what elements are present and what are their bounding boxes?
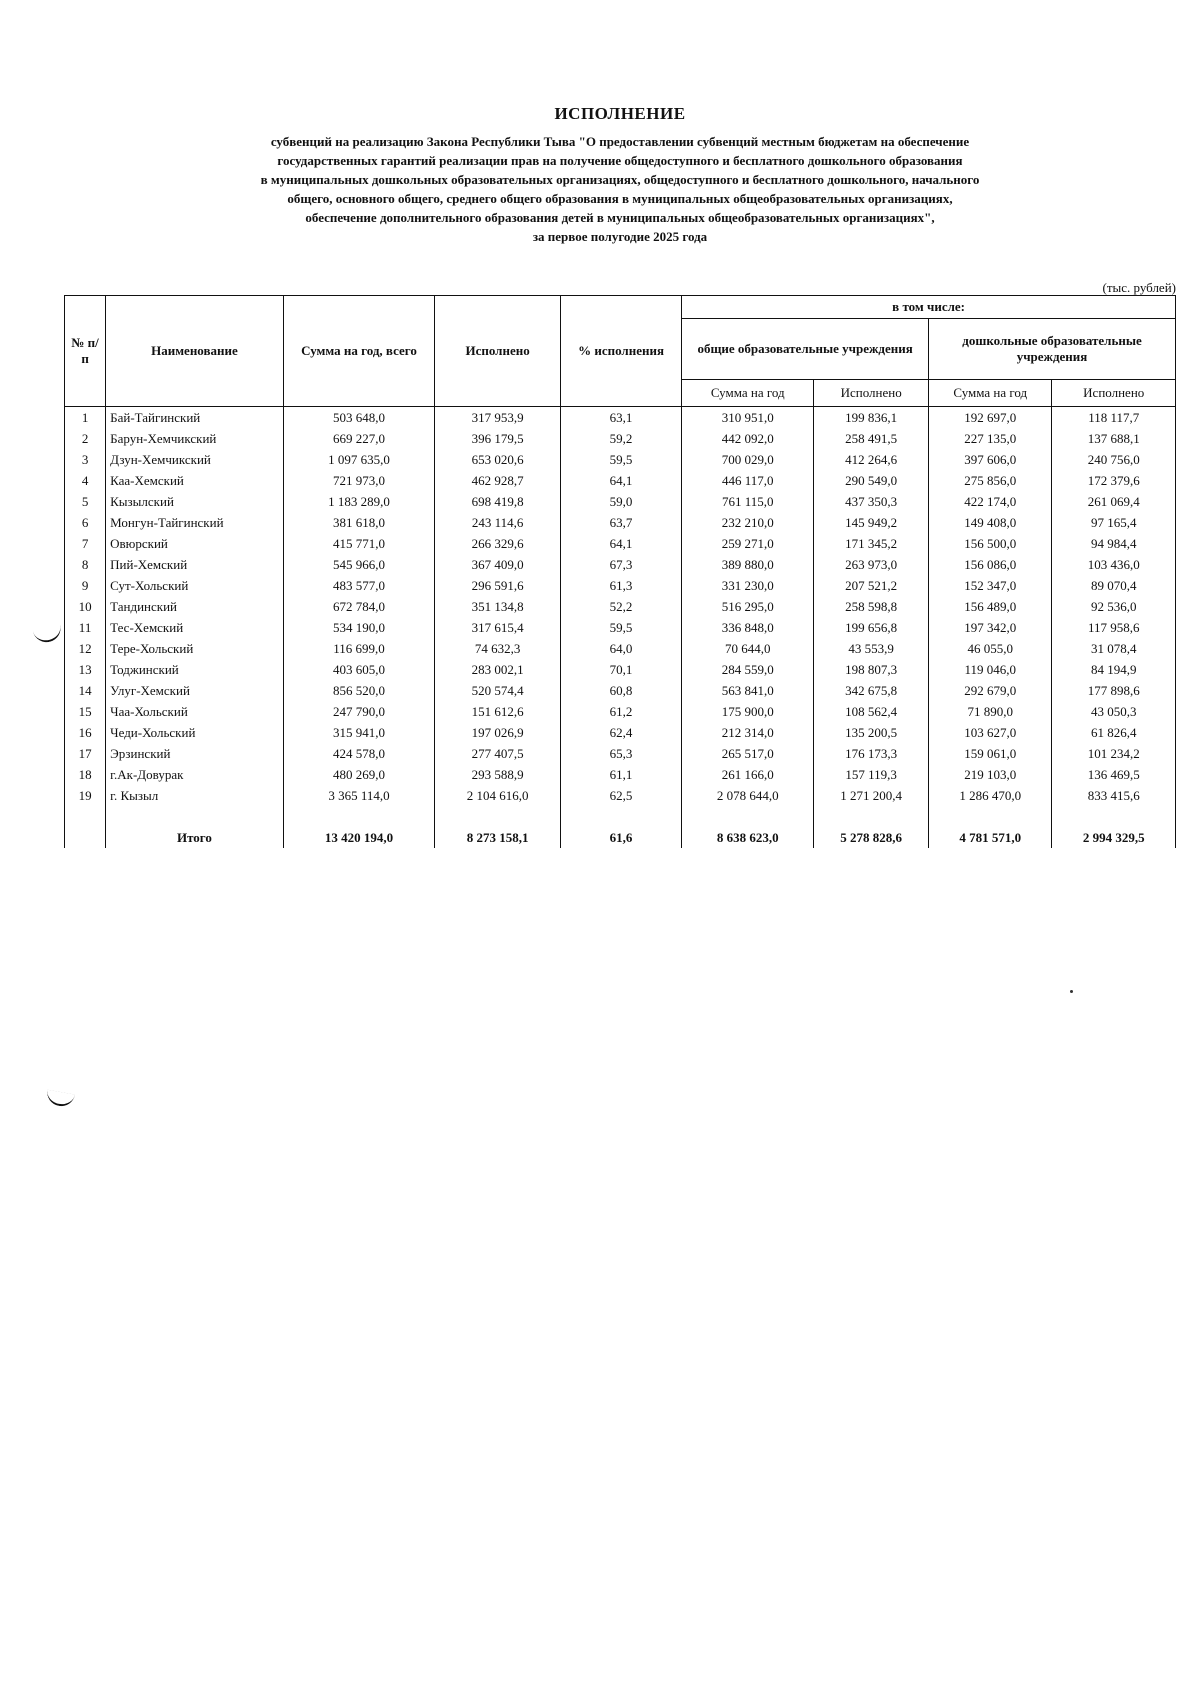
row-percent: 61,1	[560, 764, 681, 785]
row-general-executed: 342 675,8	[814, 680, 929, 701]
table-row	[65, 701, 1176, 722]
row-number: 6	[65, 512, 106, 533]
row-executed: 396 179,5	[435, 428, 561, 449]
row-general-executed: 1 271 200,4	[814, 785, 929, 806]
row-preschool-year: 156 086,0	[929, 554, 1052, 575]
row-number: 8	[65, 554, 106, 575]
header-general-executed: Исполнено	[814, 380, 929, 407]
table-row	[65, 722, 1176, 743]
row-general-executed: 412 264,6	[814, 449, 929, 470]
subtitle-line: за первое полугодие 2025 года	[532, 229, 708, 244]
spacer-cell	[814, 806, 929, 827]
table-row	[65, 785, 1176, 806]
table-row	[65, 680, 1176, 701]
row-name: Бай-Тайгинский	[106, 407, 284, 429]
document-title: ИСПОЛНЕНИЕ	[554, 104, 686, 123]
row-number: 7	[65, 533, 106, 554]
row-total-year: 3 365 114,0	[283, 785, 435, 806]
row-preschool-year: 227 135,0	[929, 428, 1052, 449]
row-name: Дзун-Хемчикский	[106, 449, 284, 470]
row-general-year: 516 295,0	[682, 596, 814, 617]
row-total-year: 483 577,0	[283, 575, 435, 596]
row-percent: 61,2	[560, 701, 681, 722]
row-preschool-executed: 172 379,6	[1052, 470, 1176, 491]
total-preschool-year: 4 781 571,0	[929, 827, 1052, 848]
row-preschool-year: 103 627,0	[929, 722, 1052, 743]
spacer-cell	[560, 806, 681, 827]
row-preschool-year: 422 174,0	[929, 491, 1052, 512]
row-name: Улуг-Хемский	[106, 680, 284, 701]
row-number: 19	[65, 785, 106, 806]
row-name: г.Ак-Довурак	[106, 764, 284, 785]
row-percent: 65,3	[560, 743, 681, 764]
spacer-cell	[682, 806, 814, 827]
row-executed: 283 002,1	[435, 659, 561, 680]
row-percent: 67,3	[560, 554, 681, 575]
row-preschool-year: 156 500,0	[929, 533, 1052, 554]
row-name: Барун-Хемчикский	[106, 428, 284, 449]
table-row	[65, 743, 1176, 764]
row-executed: 2 104 616,0	[435, 785, 561, 806]
row-executed: 317 953,9	[435, 407, 561, 429]
header-executed: Исполнено	[435, 296, 561, 407]
row-preschool-executed: 101 234,2	[1052, 743, 1176, 764]
row-preschool-year: 197 342,0	[929, 617, 1052, 638]
total-general-year: 8 638 623,0	[682, 827, 814, 848]
table-row	[65, 596, 1176, 617]
row-general-year: 563 841,0	[682, 680, 814, 701]
row-executed: 296 591,6	[435, 575, 561, 596]
spacer-cell	[929, 806, 1052, 827]
row-percent: 61,3	[560, 575, 681, 596]
row-general-executed: 437 350,3	[814, 491, 929, 512]
row-percent: 64,1	[560, 470, 681, 491]
row-name: Овюрский	[106, 533, 284, 554]
header-name: Наименование	[106, 296, 284, 407]
header-preschool-executed: Исполнено	[1052, 380, 1176, 407]
table-row	[65, 617, 1176, 638]
row-name: Тоджинский	[106, 659, 284, 680]
row-general-executed: 207 521,2	[814, 575, 929, 596]
row-number: 3	[65, 449, 106, 470]
table-row	[65, 449, 1176, 470]
row-general-year: 331 230,0	[682, 575, 814, 596]
subtitle-line: общего, основного общего, среднего общего образования в муниципальных общеобразовательных организациях,	[287, 191, 953, 206]
row-name: Тес-Хемский	[106, 617, 284, 638]
row-preschool-year: 119 046,0	[929, 659, 1052, 680]
row-preschool-year: 159 061,0	[929, 743, 1052, 764]
row-preschool-executed: 31 078,4	[1052, 638, 1176, 659]
row-percent: 63,1	[560, 407, 681, 429]
row-general-executed: 263 973,0	[814, 554, 929, 575]
row-general-year: 761 115,0	[682, 491, 814, 512]
spacer-cell	[106, 806, 284, 827]
row-total-year: 545 966,0	[283, 554, 435, 575]
row-percent: 62,5	[560, 785, 681, 806]
row-percent: 64,0	[560, 638, 681, 659]
row-general-executed: 258 491,5	[814, 428, 929, 449]
row-name: Тандинский	[106, 596, 284, 617]
row-name: Монгун-Тайгинский	[106, 512, 284, 533]
row-preschool-executed: 103 436,0	[1052, 554, 1176, 575]
row-preschool-executed: 84 194,9	[1052, 659, 1176, 680]
spacer-cell	[283, 806, 435, 827]
row-executed: 266 329,6	[435, 533, 561, 554]
row-name: г. Кызыл	[106, 785, 284, 806]
table-row	[65, 428, 1176, 449]
row-total-year: 415 771,0	[283, 533, 435, 554]
row-percent: 64,1	[560, 533, 681, 554]
row-total-year: 424 578,0	[283, 743, 435, 764]
row-number: 12	[65, 638, 106, 659]
row-number: 9	[65, 575, 106, 596]
row-preschool-year: 192 697,0	[929, 407, 1052, 429]
row-number: 14	[65, 680, 106, 701]
execution-table	[64, 295, 1176, 848]
row-general-year: 232 210,0	[682, 512, 814, 533]
table-row	[65, 533, 1176, 554]
row-general-executed: 198 807,3	[814, 659, 929, 680]
document-subtitle	[120, 132, 1120, 246]
row-total-year: 381 618,0	[283, 512, 435, 533]
row-executed: 698 419,8	[435, 491, 561, 512]
row-preschool-year: 397 606,0	[929, 449, 1052, 470]
row-preschool-executed: 137 688,1	[1052, 428, 1176, 449]
row-number: 4	[65, 470, 106, 491]
row-total-year: 1 183 289,0	[283, 491, 435, 512]
row-executed: 367 409,0	[435, 554, 561, 575]
row-preschool-year: 292 679,0	[929, 680, 1052, 701]
row-general-year: 212 314,0	[682, 722, 814, 743]
row-preschool-executed: 94 984,4	[1052, 533, 1176, 554]
row-executed: 462 928,7	[435, 470, 561, 491]
row-name: Кызылский	[106, 491, 284, 512]
subtitle-line: субвенций на реализацию Закона Республики Тыва "О предоставлении субвенций местным бюджетам на обеспечение	[270, 134, 970, 149]
row-general-executed: 199 656,8	[814, 617, 929, 638]
row-total-year: 672 784,0	[283, 596, 435, 617]
row-general-year: 442 092,0	[682, 428, 814, 449]
row-number: 10	[65, 596, 106, 617]
row-general-year: 336 848,0	[682, 617, 814, 638]
row-preschool-year: 275 856,0	[929, 470, 1052, 491]
pen-mark	[45, 1090, 75, 1109]
row-executed: 197 026,9	[435, 722, 561, 743]
spacer-cell	[65, 806, 106, 827]
row-percent: 59,2	[560, 428, 681, 449]
row-preschool-executed: 177 898,6	[1052, 680, 1176, 701]
subtitle-line: в муниципальных дошкольных образовательных организациях, общедоступного и бесплатного дошкольного, начального	[260, 172, 980, 187]
row-general-executed: 290 549,0	[814, 470, 929, 491]
row-executed: 653 020,6	[435, 449, 561, 470]
table-row	[65, 659, 1176, 680]
row-number: 1	[65, 407, 106, 429]
row-number: 5	[65, 491, 106, 512]
row-general-executed: 108 562,4	[814, 701, 929, 722]
table-row	[65, 407, 1176, 429]
row-total-year: 856 520,0	[283, 680, 435, 701]
row-general-executed: 157 119,3	[814, 764, 929, 785]
row-general-executed: 135 200,5	[814, 722, 929, 743]
header-general-institutions: общие образовательные учреждения	[682, 319, 929, 380]
row-preschool-executed: 97 165,4	[1052, 512, 1176, 533]
row-number: 15	[65, 701, 106, 722]
total-num-cell	[65, 827, 106, 848]
row-total-year: 534 190,0	[283, 617, 435, 638]
header-including: в том числе:	[682, 296, 1176, 319]
row-percent: 59,0	[560, 491, 681, 512]
table-row	[65, 512, 1176, 533]
header-general-year: Сумма на год	[682, 380, 814, 407]
row-total-year: 315 941,0	[283, 722, 435, 743]
row-name: Каа-Хемский	[106, 470, 284, 491]
row-preschool-executed: 833 415,6	[1052, 785, 1176, 806]
row-name: Пий-Хемский	[106, 554, 284, 575]
subtitle-line: обеспечение дополнительного образования детей в муниципальных общеобразовательных организациях",	[305, 210, 935, 225]
row-total-year: 669 227,0	[283, 428, 435, 449]
row-general-executed: 145 949,2	[814, 512, 929, 533]
row-preschool-executed: 92 536,0	[1052, 596, 1176, 617]
total-total-year: 13 420 194,0	[283, 827, 435, 848]
spacer-row	[65, 806, 1176, 827]
row-general-year: 310 951,0	[682, 407, 814, 429]
row-general-year: 389 880,0	[682, 554, 814, 575]
row-general-year: 70 644,0	[682, 638, 814, 659]
header-percent: % исполнения	[560, 296, 681, 407]
spacer-cell	[435, 806, 561, 827]
row-general-year: 284 559,0	[682, 659, 814, 680]
row-general-year: 446 117,0	[682, 470, 814, 491]
row-executed: 317 615,4	[435, 617, 561, 638]
row-executed: 351 134,8	[435, 596, 561, 617]
scan-speck	[1070, 990, 1073, 993]
row-preschool-year: 71 890,0	[929, 701, 1052, 722]
row-general-year: 175 900,0	[682, 701, 814, 722]
row-general-year: 2 078 644,0	[682, 785, 814, 806]
row-general-executed: 43 553,9	[814, 638, 929, 659]
row-total-year: 1 097 635,0	[283, 449, 435, 470]
row-name: Сут-Хольский	[106, 575, 284, 596]
table-row	[65, 764, 1176, 785]
row-percent: 52,2	[560, 596, 681, 617]
row-total-year: 403 605,0	[283, 659, 435, 680]
row-total-year: 480 269,0	[283, 764, 435, 785]
row-total-year: 503 648,0	[283, 407, 435, 429]
row-executed: 520 574,4	[435, 680, 561, 701]
row-executed: 243 114,6	[435, 512, 561, 533]
header-num: № п/п	[65, 296, 106, 407]
table-row	[65, 638, 1176, 659]
row-number: 17	[65, 743, 106, 764]
row-preschool-executed: 240 756,0	[1052, 449, 1176, 470]
total-percent: 61,6	[560, 827, 681, 848]
row-percent: 62,4	[560, 722, 681, 743]
row-preschool-executed: 261 069,4	[1052, 491, 1176, 512]
row-preschool-executed: 118 117,7	[1052, 407, 1176, 429]
row-number: 16	[65, 722, 106, 743]
row-percent: 59,5	[560, 617, 681, 638]
row-preschool-executed: 61 826,4	[1052, 722, 1176, 743]
row-number: 13	[65, 659, 106, 680]
row-general-year: 265 517,0	[682, 743, 814, 764]
table-row	[65, 491, 1176, 512]
row-preschool-year: 219 103,0	[929, 764, 1052, 785]
table-row	[65, 470, 1176, 491]
subtitle-line: государственных гарантий реализации прав на получение общедоступного и бесплатного дошкольного образования	[277, 153, 963, 168]
total-preschool-executed: 2 994 329,5	[1052, 827, 1176, 848]
total-executed: 8 273 158,1	[435, 827, 561, 848]
row-percent: 60,8	[560, 680, 681, 701]
row-general-executed: 258 598,8	[814, 596, 929, 617]
row-name: Чаа-Хольский	[106, 701, 284, 722]
row-general-year: 259 271,0	[682, 533, 814, 554]
row-preschool-executed: 89 070,4	[1052, 575, 1176, 596]
row-general-executed: 171 345,2	[814, 533, 929, 554]
row-name: Тере-Хольский	[106, 638, 284, 659]
header-preschool-year: Сумма на год	[929, 380, 1052, 407]
row-preschool-year: 1 286 470,0	[929, 785, 1052, 806]
row-percent: 70,1	[560, 659, 681, 680]
row-general-year: 261 166,0	[682, 764, 814, 785]
header-preschool-institutions: дошкольные образовательные учреждения	[929, 319, 1176, 380]
table-body	[65, 407, 1176, 849]
row-preschool-year: 152 347,0	[929, 575, 1052, 596]
row-preschool-year: 156 489,0	[929, 596, 1052, 617]
row-preschool-executed: 136 469,5	[1052, 764, 1176, 785]
table-row	[65, 554, 1176, 575]
row-percent: 59,5	[560, 449, 681, 470]
row-general-executed: 199 836,1	[814, 407, 929, 429]
row-total-year: 721 973,0	[283, 470, 435, 491]
row-percent: 63,7	[560, 512, 681, 533]
row-preschool-year: 46 055,0	[929, 638, 1052, 659]
row-general-executed: 176 173,3	[814, 743, 929, 764]
row-number: 11	[65, 617, 106, 638]
total-general-executed: 5 278 828,6	[814, 827, 929, 848]
row-total-year: 247 790,0	[283, 701, 435, 722]
row-name: Эрзинский	[106, 743, 284, 764]
row-preschool-year: 149 408,0	[929, 512, 1052, 533]
total-row	[65, 827, 1176, 848]
row-executed: 277 407,5	[435, 743, 561, 764]
spacer-cell	[1052, 806, 1176, 827]
row-name: Чеди-Хольский	[106, 722, 284, 743]
row-general-year: 700 029,0	[682, 449, 814, 470]
row-number: 18	[65, 764, 106, 785]
row-executed: 293 588,9	[435, 764, 561, 785]
header-total-year: Сумма на год, всего	[283, 296, 435, 407]
units-label: (тыс. рублей)	[1102, 280, 1176, 295]
row-number: 2	[65, 428, 106, 449]
row-preschool-executed: 43 050,3	[1052, 701, 1176, 722]
row-total-year: 116 699,0	[283, 638, 435, 659]
row-preschool-executed: 117 958,6	[1052, 617, 1176, 638]
row-executed: 151 612,6	[435, 701, 561, 722]
pen-mark	[32, 623, 63, 645]
table-row	[65, 575, 1176, 596]
row-executed: 74 632,3	[435, 638, 561, 659]
total-label: Итого	[106, 827, 284, 848]
